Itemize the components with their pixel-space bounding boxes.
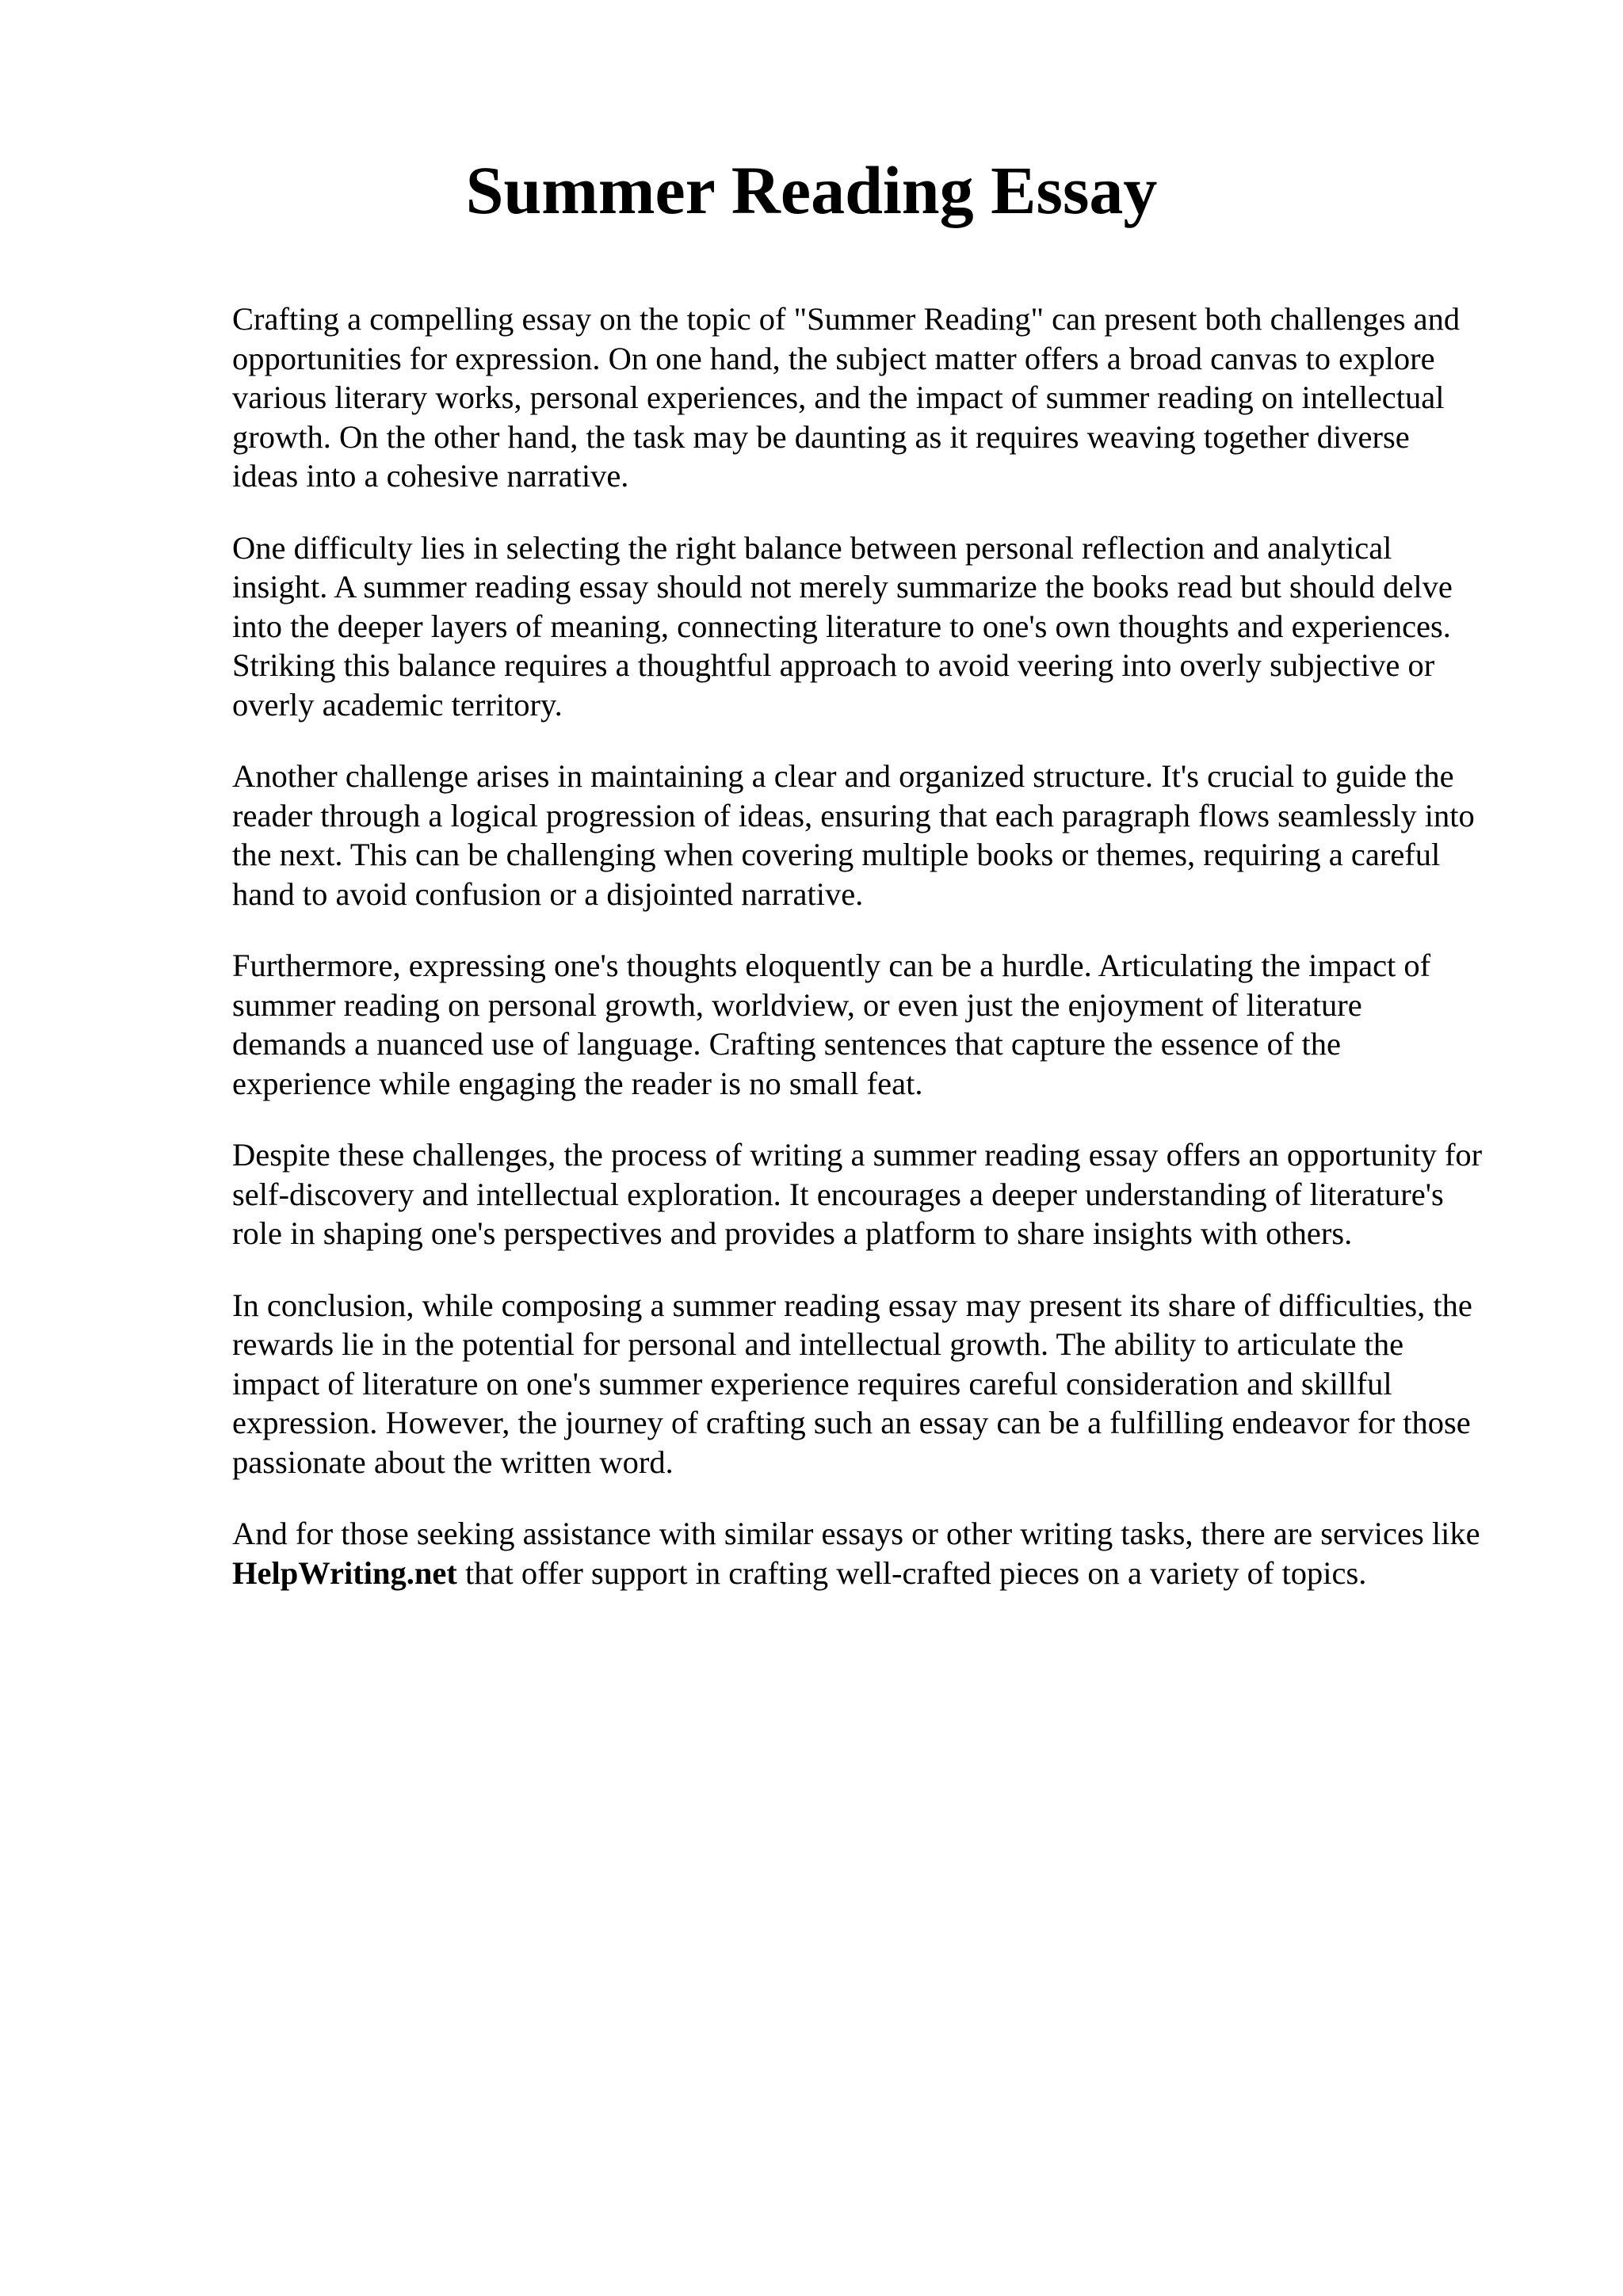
text-line: reader through a logical progression of ideas, ensuring that each paragraph flows seamlessly into	[232, 797, 1475, 833]
paragraph-5	[232, 1135, 1532, 1253]
text-line: expression. However, the journey of crafting such an essay can be a fulfilling endeavor for those	[232, 1405, 1471, 1440]
text-line: role in shaping one's perspectives and provides a platform to share insights with others.	[232, 1215, 1353, 1251]
text-line: One difficulty lies in selecting the right balance between personal reflection and analytical	[232, 529, 1392, 566]
text-line: opportunities for expression. On one hand, the subject matter offers a broad canvas to explore	[232, 340, 1435, 376]
text-line	[232, 1554, 1532, 1593]
text-line: into the deeper layers of meaning, connecting literature to one's own thoughts and experiences.	[232, 608, 1451, 644]
text-line: passionate about the written word.	[232, 1444, 674, 1480]
text-line: growth. On the other hand, the task may be daunting as it requires weaving together diverse	[232, 418, 1410, 455]
paragraph-4	[232, 946, 1532, 1103]
text-line: summer reading on personal growth, worldview, or even just the enjoyment of literature	[232, 986, 1362, 1023]
text-line: experience while engaging the reader is no small feat.	[232, 1065, 923, 1101]
text-line: Despite these challenges, the process of writing a summer reading essay offers an opportunity for	[232, 1137, 1483, 1173]
text-line: ideas into a cohesive narrative.	[232, 458, 629, 494]
paragraph-3	[232, 757, 1532, 913]
text-line: demands a nuanced use of language. Crafting sentences that capture the essence of the	[232, 1026, 1341, 1062]
text-line: rewards lie in the potential for personal and intellectual growth. The ability to articulate the	[232, 1326, 1404, 1362]
document-title: Summer Reading Essay	[465, 152, 1158, 228]
text-line: overly academic territory.	[232, 686, 563, 723]
paragraph-6	[232, 1286, 1532, 1482]
text-line: Crafting a compelling essay on the topic of "Summer Reading" can present both challenges and	[232, 301, 1461, 337]
text-line: various literary works, personal experiences, and the impact of summer reading on intellectual	[232, 379, 1445, 415]
paragraph-2	[232, 528, 1532, 725]
document-body	[232, 299, 1532, 1625]
closing-paragraph	[232, 1514, 1532, 1592]
text-line: In conclusion, while composing a summer reading essay may present its share of difficulties, the	[232, 1287, 1472, 1323]
text-line: hand to avoid confusion or a disjointed narrative.	[232, 875, 864, 912]
paragraph-1	[232, 299, 1532, 496]
text-line: self-discovery and intellectual exploration. It encourages a deeper understanding of literature's	[232, 1176, 1444, 1212]
text-line: insight. A summer reading essay should not merely summarize the books read but should delve	[232, 569, 1453, 605]
text-line: Furthermore, expressing one's thoughts eloquently can be a hurdle. Articulating the impact of	[232, 948, 1431, 983]
text-line: the next. This can be challenging when covering multiple books or themes, requiring a careful	[232, 837, 1441, 872]
closing-line-rest: that offer support in crafting well-crafted pieces on a variety of topics.	[456, 1554, 1367, 1591]
text-line: Another challenge arises in maintaining a clear and organized structure. It's crucial to guide the	[232, 758, 1454, 794]
text-line: Striking this balance requires a thoughtful approach to avoid veering into overly subjective or	[232, 647, 1435, 683]
helpwriting-brand-link[interactable]: HelpWriting.net	[232, 1554, 457, 1591]
text-line: And for those seeking assistance with similar essays or other writing tasks, there are services like	[232, 1516, 1480, 1551]
text-line: impact of literature on one's summer experience requires careful consideration and skillful	[232, 1365, 1392, 1402]
